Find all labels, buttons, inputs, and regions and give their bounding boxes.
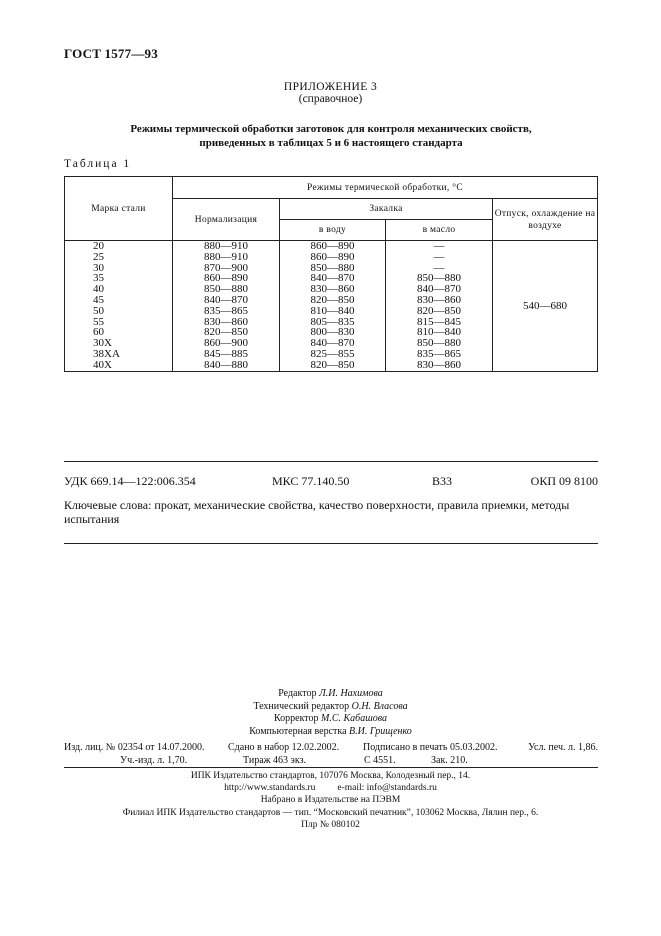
table-cell-oil: 815—845 xyxy=(417,315,461,328)
appendix-title: ПРИЛОЖЕНИЕ 3 xyxy=(283,81,378,93)
table-cell-grade: 50 xyxy=(93,304,104,317)
table-cell-oil: 850—880 xyxy=(417,337,461,350)
table-cell-water: 830—860 xyxy=(310,283,355,296)
imprint-email: e-mail: info@standards.ru xyxy=(337,783,437,794)
table-cell-norm: 845—885 xyxy=(204,347,248,360)
document-title xyxy=(64,122,598,150)
divider-top xyxy=(64,461,598,462)
pub-order: Зак. 210. xyxy=(431,755,468,766)
credit-technical-editor: Технический редактор О.Н. Власова xyxy=(253,700,408,712)
header-normalization: Нормализация xyxy=(173,199,280,241)
imprint-website: http://www.standards.ru xyxy=(224,783,316,794)
table-cell-water: 860—890 xyxy=(310,240,355,252)
imprint xyxy=(0,770,661,831)
header-in-water: в воду xyxy=(280,220,386,241)
table-cell-oil: 850—880 xyxy=(417,272,461,285)
udk-code: УДК 669.14—122:006.354 xyxy=(64,474,196,488)
header-tempering: Отпуск, охлаждение на воздухе xyxy=(493,199,598,241)
group-code: В33 xyxy=(432,474,453,488)
table-cell-oil: 830—860 xyxy=(417,358,461,371)
document-title-line-1: Режимы термической обработки заготовок для контроля механических свойств, xyxy=(130,123,532,135)
table-cell-norm: 840—880 xyxy=(204,358,248,371)
imprint-divider xyxy=(64,767,598,768)
table-cell-oil: — xyxy=(433,250,445,263)
table-cell-water: 800—830 xyxy=(310,326,355,339)
tempering-value: 540—680 xyxy=(493,241,598,372)
table-cell-oil: 835—865 xyxy=(417,347,461,360)
table-cell-grade: 60 xyxy=(93,326,104,339)
normalization-column xyxy=(173,241,280,372)
standard-code: ГОСТ 1577—93 xyxy=(64,46,158,61)
oil-quench-column xyxy=(386,241,493,372)
table-cell-water: 840—870 xyxy=(310,272,355,285)
imprint-web xyxy=(0,782,661,794)
table-cell-oil: — xyxy=(433,240,445,252)
table-cell-water: 810—840 xyxy=(310,304,355,317)
table-cell-norm: 840—870 xyxy=(204,293,248,306)
table-cell-water: 850—880 xyxy=(310,261,355,274)
appendix-subtitle: (справочное) xyxy=(298,93,363,105)
table-cell-oil: 840—870 xyxy=(417,283,461,296)
pub-sent: Сдано в набор 12.02.2002. xyxy=(228,742,340,753)
table-cell-grade: 45 xyxy=(93,293,104,306)
table-cell-water: 825—855 xyxy=(310,347,355,360)
credit-layout: Компьютерная верстка В.И. Грищенко xyxy=(249,725,412,737)
table-cell-grade: 55 xyxy=(93,315,104,328)
imprint-typeset: Набрано в Издательстве на ПЭВМ xyxy=(260,795,401,806)
table-cell-oil: 830—860 xyxy=(417,293,461,306)
header-in-oil: в масло xyxy=(386,220,493,241)
pub-circulation: Тираж 463 экз. xyxy=(243,755,307,766)
table-cell-grade: 35 xyxy=(93,272,104,285)
keywords: Ключевые слова: прокат, механические свойства, качество поверхности, правила приемки, методы испытания xyxy=(64,498,570,526)
table-cell-grade: 25 xyxy=(93,250,104,263)
table-cell-grade: 30 xyxy=(93,261,104,274)
table-cell-norm: 860—900 xyxy=(204,337,248,350)
table-cell-norm: 870—900 xyxy=(204,261,248,274)
credit-editor: Редактор Л.И. Нахимова xyxy=(278,688,383,699)
table-cell-oil: 820—850 xyxy=(417,304,461,317)
table-cell-grade: 38ХА xyxy=(93,347,120,360)
credits xyxy=(0,688,661,738)
table-cell-oil: 810—840 xyxy=(417,326,461,339)
mks-code: МКС 77.140.50 xyxy=(272,474,350,488)
water-quench-column xyxy=(280,241,386,372)
imprint-plr: Плр № 080102 xyxy=(301,819,360,830)
table-cell-water: 860—890 xyxy=(310,250,355,263)
table-cell-norm: 830—860 xyxy=(204,315,248,328)
divider-bottom xyxy=(64,543,598,544)
imprint-branch: Филиал ИПК Издательство стандартов — тип. “Московский печатник”, 103062 Москва, Лялин пер., 6. xyxy=(122,807,539,818)
pub-edition-sheets: Уч.-изд. л. 1,70. xyxy=(120,755,188,766)
table-cell-grade: 20 xyxy=(93,240,104,252)
table-cell-norm: 880—910 xyxy=(204,240,248,252)
table-cell-water: 805—835 xyxy=(310,315,355,328)
document-title-line-2: приведенных в таблицах 5 и 6 настоящего стандарта xyxy=(199,137,463,149)
table-cell-norm: 850—880 xyxy=(204,283,248,296)
pub-print-sheets: Усл. печ. л. 1,86. xyxy=(528,742,598,753)
grade-column xyxy=(65,241,173,372)
pub-c-number: С 4551. xyxy=(364,755,396,766)
table-cell-oil: — xyxy=(433,261,445,274)
header-quenching: Закалка xyxy=(280,199,493,220)
table-cell-grade: 40Х xyxy=(93,358,112,371)
table-cell-water: 840—870 xyxy=(310,337,355,350)
table-cell-norm: 880—910 xyxy=(204,250,248,263)
imprint-publisher: ИПК Издательство стандартов, 107076 Москва, Колодезный пер., 14. xyxy=(190,771,471,781)
table-cell-grade: 30Х xyxy=(93,337,112,350)
table-cell-water: 820—850 xyxy=(310,358,355,371)
table-cell-norm: 820—850 xyxy=(204,326,248,339)
credit-corrector: Корректор М.С. Кабашова xyxy=(273,713,388,724)
heat-treatment-table xyxy=(64,176,598,372)
header-grade: Марка стали xyxy=(65,177,173,241)
okp-code: ОКП 09 8100 xyxy=(530,474,598,488)
table-cell-water: 820—850 xyxy=(310,293,355,306)
pub-license: Изд. лиц. № 02354 от 14.07.2000. xyxy=(64,742,205,753)
table-label: Таблица 1 xyxy=(64,158,132,170)
table-cell-grade: 40 xyxy=(93,283,104,296)
header-modes: Режимы термической обработки, °С xyxy=(173,177,598,199)
pub-signed: Подписано в печать 05.03.2002. xyxy=(363,742,498,753)
table-cell-norm: 860—890 xyxy=(204,272,248,285)
table-cell-norm: 835—865 xyxy=(204,304,248,317)
